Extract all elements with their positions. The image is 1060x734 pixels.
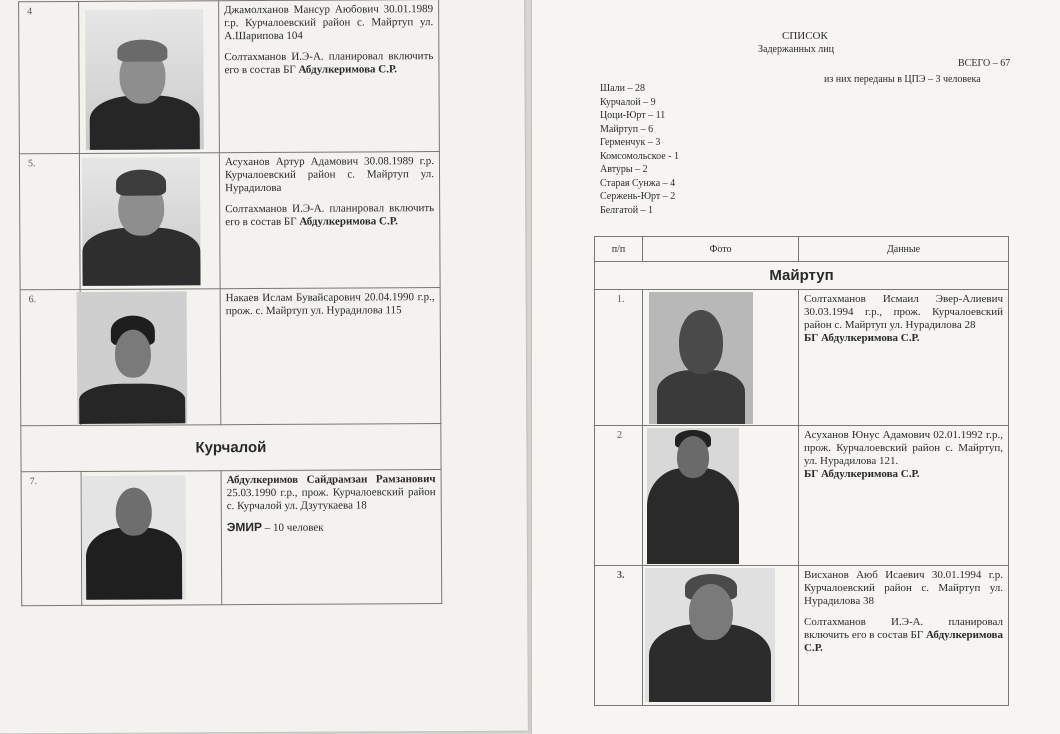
portrait-photo [649,292,753,424]
row-number: 4 [19,1,80,153]
summary-item: Майртуп – 6 [600,123,654,135]
section-row [21,424,441,472]
detainee-details: 25.03.1990 г.р., прож. Курчалоевский район с. Курчалой ул. Дзутукаева 18 [226,486,436,513]
portrait-photo [82,157,201,286]
section-title-kurchaloy: Курчалой [21,424,441,472]
photo-cell [643,290,799,426]
portrait-photo [645,568,775,702]
row-number: 5. [19,153,80,289]
detainee-details: Солтахманов Исмаил Эвер-Алиевич 30.03.1994 г.р., прож. Курчалоевский район с. Майртуп ул. Нурадилова 28 [804,293,1003,331]
summary-item: Курчалой – 9 [600,96,656,108]
detainee-name: Абдулкеримов Сайдрамзан Рамзанович [226,473,436,487]
group-leader: БГ Абдулкеримова С.Р. [804,468,920,480]
detainee-info [219,0,440,153]
detainee-details: Асуханов Артур Адамович 30.08.1989 г.р. Курчалоевский район с. Майртуп ул. Нурадилова [224,155,435,195]
document-title: СПИСОК [782,30,828,42]
portrait-photo [85,9,204,150]
row-number: 3. [595,566,643,706]
summary-item: Старая Сунжа – 4 [600,177,676,189]
detainee-info [799,566,1009,706]
location-summary [600,82,679,217]
emir-label: ЭМИР [226,519,263,535]
table-row [21,470,442,606]
portrait-photo [647,428,739,564]
row-number: 7. [21,471,82,605]
portrait-photo [82,475,187,600]
detainee-table-right [594,236,1009,706]
header-photo: Фото [643,237,799,262]
row-number: 1. [595,290,643,426]
group-leader: БГ Абдулкеримова С.Р. [804,332,920,344]
emir-count: – 10 человек [261,521,324,534]
table-row [19,152,440,290]
section-title-mayrtup: Майртуп [595,262,1009,290]
group-leader: Абдулкеримова С.Р. [299,215,398,228]
photo-cell [643,426,799,566]
detainee-table-left [18,0,442,606]
photo-cell [79,1,220,154]
table-row [20,288,441,426]
left-page [0,0,528,733]
summary-item: Герменчук – 3 [600,137,661,148]
total-count: ВСЕГО – 67 [958,58,1011,69]
transferred-count: из них переданы в ЦПЭ – 3 человека [824,74,981,85]
summary-item: Белгатой – 1 [600,204,654,216]
table-row [595,290,1009,426]
summary-item: Комсомольское - 1 [600,150,679,162]
row-number: 6. [20,289,81,425]
summary-item: Шали – 28 [600,83,645,94]
document-subtitle: Задержанных лиц [758,44,834,55]
plan-note: Солтахманов И.Э-А. планировал включить его в состав БГ [225,202,435,229]
portrait-photo [77,291,188,424]
group-leader: Абдулкеримова С.Р. [298,63,398,76]
table-row [19,0,440,154]
table-header-row [595,237,1009,262]
group-leader: Абдулкеримова С.Р. [804,629,1003,654]
detainee-details: Накаев Ислам Бувайсарович 20.04.1990 г.р., прож. с. Майртуп ул. Нурадилова 115 [225,291,435,318]
plan-note: Солтахманов И.Э-А. планировал включить его в состав БГ [804,616,1003,641]
detainee-info [221,470,442,605]
detainee-details: Висханов Аюб Исаевич 30.01.1994 г.р. Курчалоевский район с. Майртуп ул. Нурадилова 38 [804,569,1003,607]
right-page [532,0,1060,734]
photo-cell [79,153,220,290]
photo-cell [643,566,799,706]
header-number: п/п [595,237,643,262]
photo-cell [81,471,222,606]
summary-item: Цоци-Юрт – 11 [600,110,666,121]
photo-cell [80,289,221,426]
summary-item: Сержень-Юрт – 2 [600,191,676,202]
section-row [595,262,1009,290]
header-data: Данные [799,237,1009,262]
table-row [595,426,1009,566]
row-number: 2 [595,426,643,566]
plan-note: Солтахманов И.Э-А. планировал включить его в состав БГ [224,50,434,77]
table-row [595,566,1009,706]
summary-item: Автуры – 2 [600,164,648,175]
detainee-details: Асуханов Юнус Адамович 02.01.1992 г.р., прож. Курчалоевский район с. Майртуп, ул. Нурадилова 121. [804,429,1003,467]
detainee-info [220,288,441,425]
detainee-info [799,426,1009,566]
detainee-info [219,152,440,289]
detainee-info [799,290,1009,426]
detainee-details: Джамолханов Мансур Аюбович 30.01.1989 г.р. Курчалоевский район с. Майртуп ул. А.Шарипова 104 [224,3,434,43]
